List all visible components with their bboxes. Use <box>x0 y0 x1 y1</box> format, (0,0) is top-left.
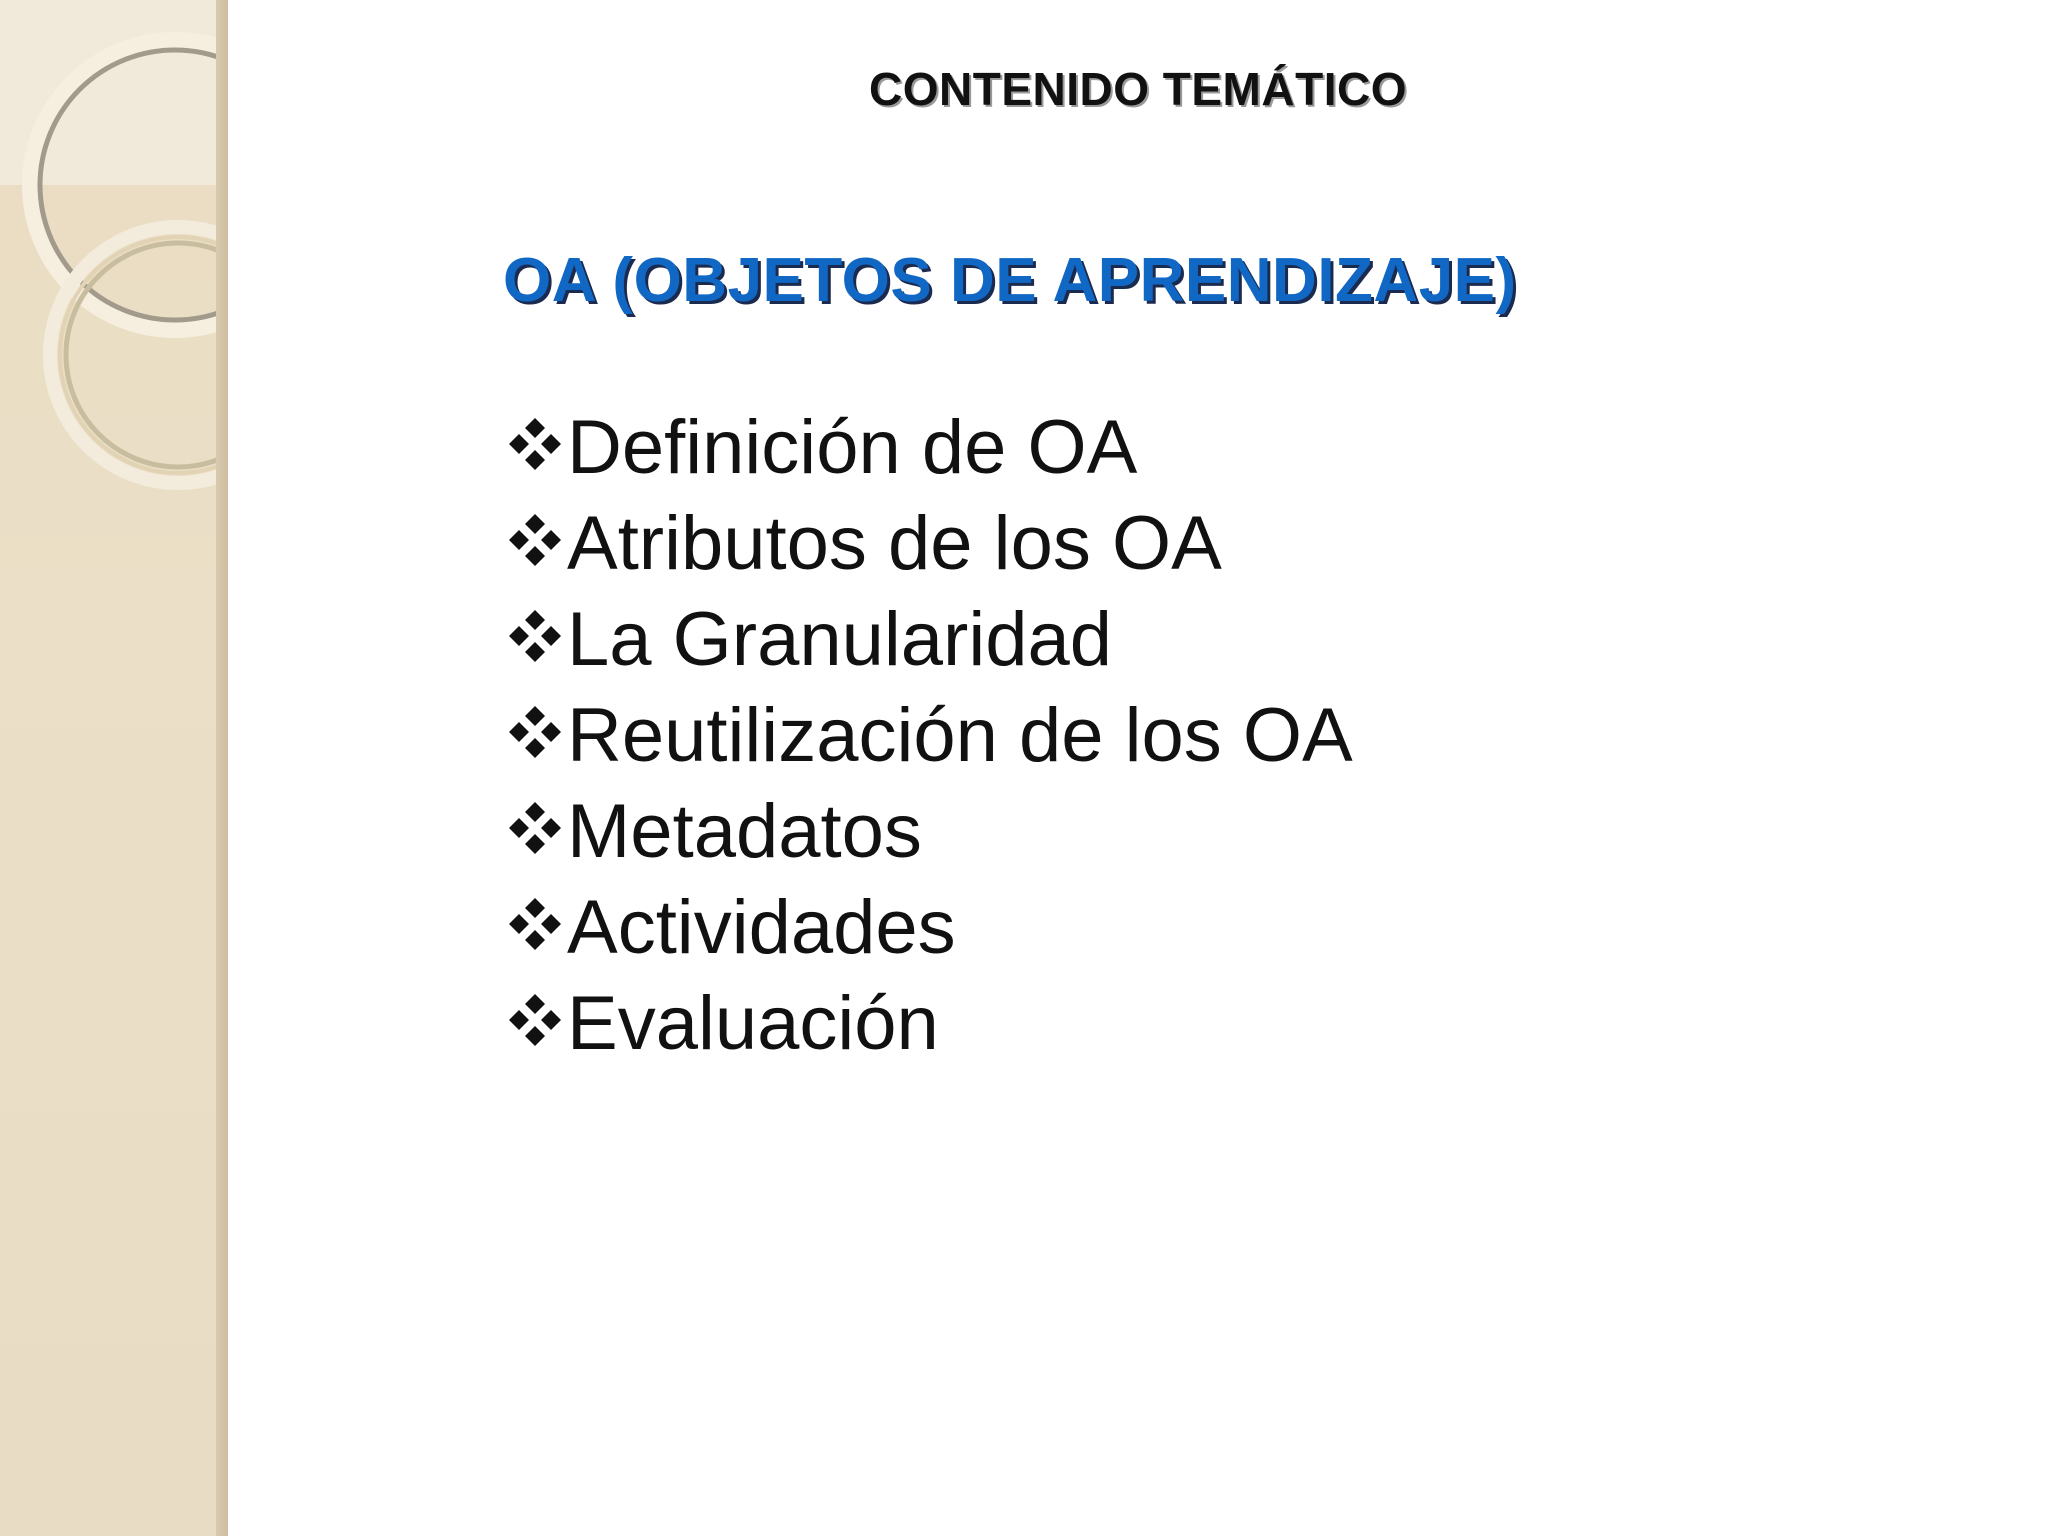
topic-list <box>503 400 1353 1072</box>
sidebar-edge <box>216 0 228 1536</box>
four-diamond-bullet-icon <box>503 510 567 566</box>
four-diamond-bullet-icon <box>503 990 567 1046</box>
topic-label: Reutilización de los OA <box>567 693 1353 778</box>
list-item <box>503 688 1353 784</box>
sidebar-decoration <box>0 0 228 1536</box>
page-title: CONTENIDO TEMÁTICO <box>869 63 1407 115</box>
list-item <box>503 880 1353 976</box>
topic-label: Evaluación <box>567 981 939 1066</box>
topic-label: Actividades <box>567 885 956 970</box>
list-item <box>503 592 1353 688</box>
four-diamond-bullet-icon <box>503 702 567 758</box>
four-diamond-bullet-icon <box>503 414 567 470</box>
list-item <box>503 496 1353 592</box>
section-subtitle: OA (OBJETOS DE APRENDIZAJE) <box>503 246 1517 315</box>
four-diamond-bullet-icon <box>503 606 567 662</box>
list-item <box>503 784 1353 880</box>
topic-label: Metadatos <box>567 789 922 874</box>
four-diamond-bullet-icon <box>503 798 567 854</box>
topic-label: Atributos de los OA <box>567 501 1222 586</box>
topic-label: Definición de OA <box>567 405 1138 490</box>
list-item <box>503 976 1353 1072</box>
ring-decoration-icon <box>0 0 228 520</box>
topic-label: La Granularidad <box>567 597 1113 682</box>
list-item <box>503 400 1353 496</box>
four-diamond-bullet-icon <box>503 894 567 950</box>
